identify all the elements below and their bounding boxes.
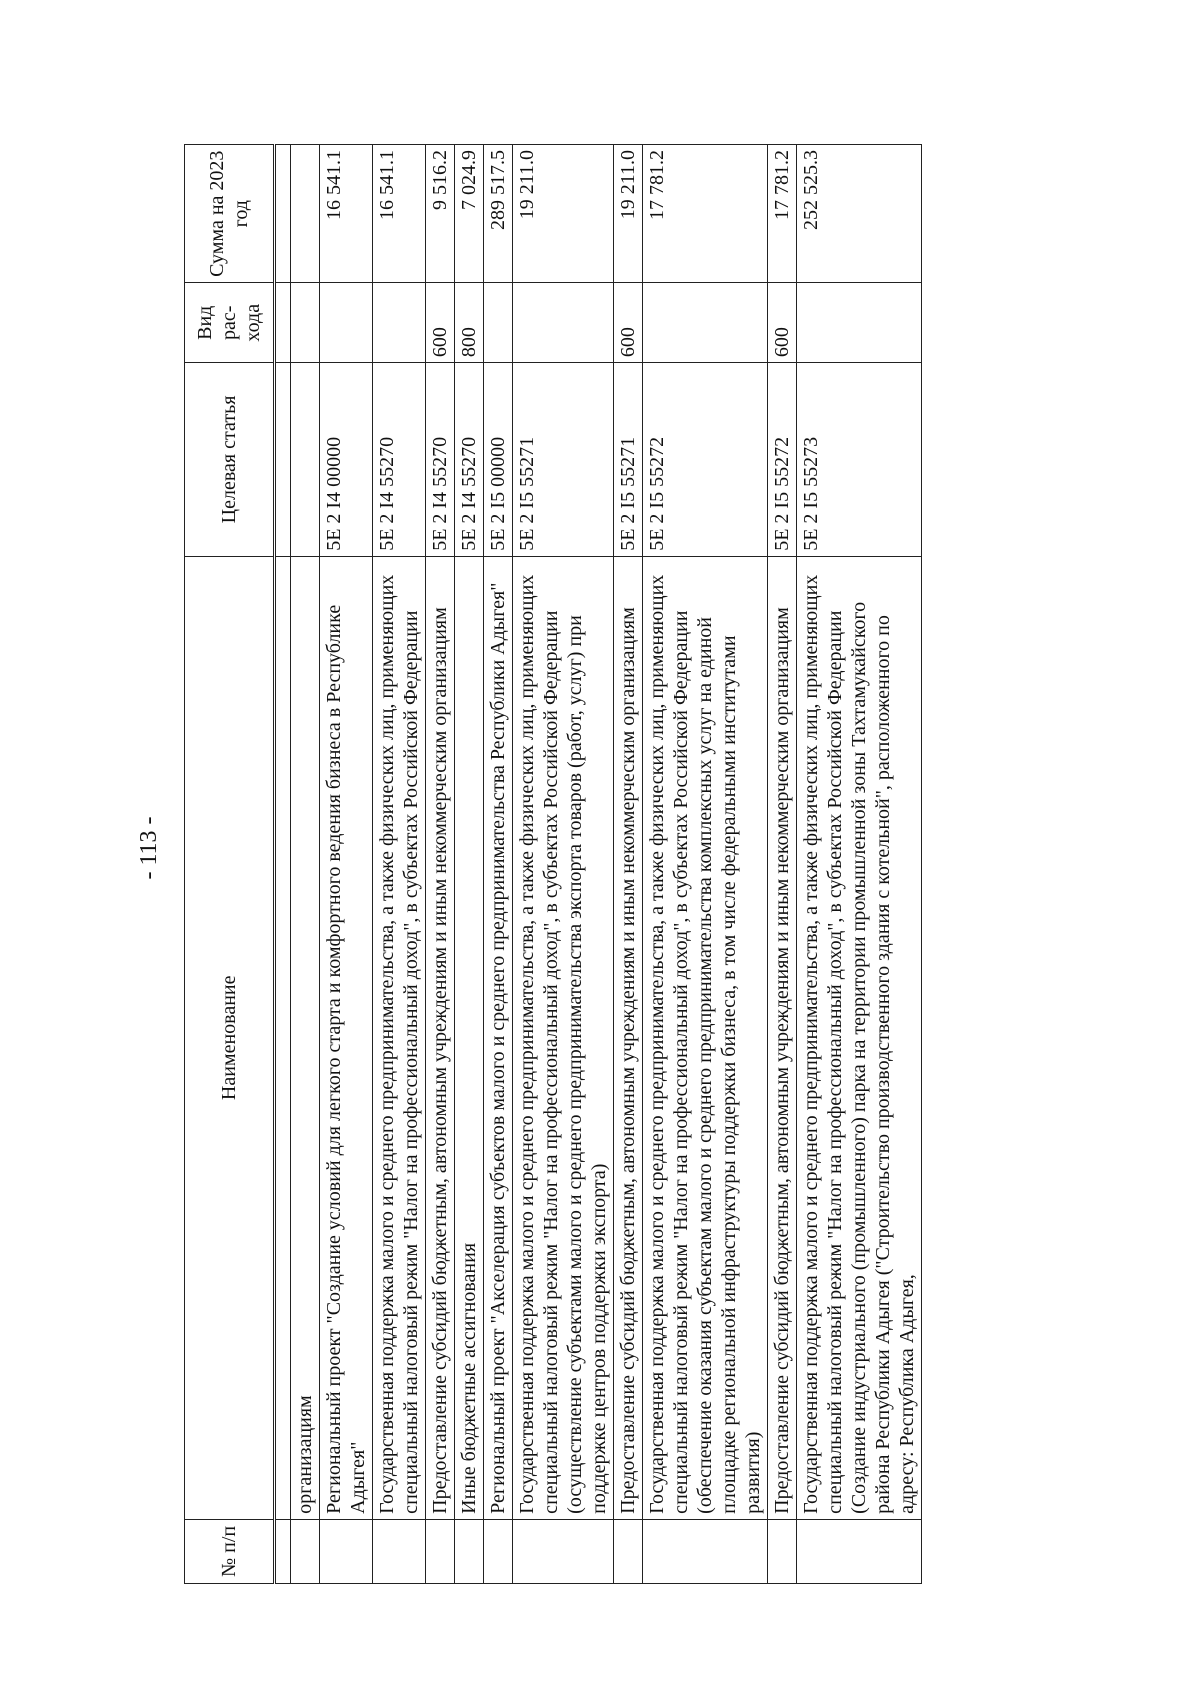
budget-table (184, 144, 922, 1584)
header-code: Целевая статья (185, 363, 275, 557)
cell-sum: 17 781.2 (768, 145, 797, 283)
table-row (455, 145, 484, 1584)
cell-name: организациям (291, 556, 320, 1519)
header-name: Наименование (185, 556, 275, 1519)
cell-name: Иные бюджетные ассигнования (455, 556, 484, 1519)
cell-num (513, 1519, 614, 1583)
cell-sum: 289 517.5 (484, 145, 513, 283)
header-sum: Сумма на 2023 год (185, 145, 275, 283)
cell-sum: 19 211.0 (513, 145, 614, 283)
cell-name: Государственная поддержка малого и среднего предпринимательства, а также физических лиц, применяющих специальный налоговый режим "Налог на профессиональный доход", в субъектах Российской Федерации (осуществление субъектами малого и среднего предпринимательства экспорта товаров (работ, услуг) при поддержке центров поддержки экспорта) (513, 556, 614, 1519)
cell-type: 600 (614, 283, 643, 363)
cell-type (484, 283, 513, 363)
header-type: Вид рас-хода (185, 283, 275, 363)
table-row (320, 145, 373, 1584)
cell-num (373, 1519, 426, 1583)
table-row (426, 145, 455, 1584)
table-row (614, 145, 643, 1584)
table-row (797, 145, 922, 1584)
cell-sum: 7 024.9 (455, 145, 484, 283)
table-row (373, 145, 426, 1584)
cell-name: Государственная поддержка малого и среднего предпринимательства, а также физических лиц, применяющих специальный налоговый режим "Налог на профессиональный доход", в субъектах Российской Федерации (обеспечение оказания субъектам малого и среднего предпринимательства комплексных услуг на единой площадке региональной инфраструктуры поддержки бизнеса, в том числе федеральными институтами развития) (643, 556, 768, 1519)
cell-type (373, 283, 426, 363)
page-number: - 113 - (136, 816, 162, 880)
table-header-row (185, 145, 275, 1584)
cell-num (643, 1519, 768, 1583)
table-row (484, 145, 513, 1584)
cell-num (614, 1519, 643, 1583)
cell-name: Государственная поддержка малого и среднего предпринимательства, а также физических лиц, применяющих специальный налоговый режим "Налог на профессиональный доход", в субъектах Российской Федерации (Создание индустриального (промышленного) парка на территории промышленной зоны Тахтамукайского района Республики Адыгея ("Строительство производственного здания с котельной", расположенного по адресу: Республика Адыгея, (797, 556, 922, 1519)
cell-code: 5Е 2 I5 55271 (513, 363, 614, 557)
cell-num (768, 1519, 797, 1583)
separator-row (275, 145, 291, 1584)
cell-code: 5Е 2 I5 55272 (768, 363, 797, 557)
cell-num (455, 1519, 484, 1583)
header-num: № п/п (185, 1519, 275, 1583)
cell-code: 5Е 2 I4 00000 (320, 363, 373, 557)
cell-code: 5Е 2 I4 55270 (373, 363, 426, 557)
table-row (643, 145, 768, 1584)
cell-sum (291, 145, 320, 283)
cell-name: Региональный проект "Акселерация субъектов малого и среднего предпринимательства Республики Адыгея" (484, 556, 513, 1519)
cell-name: Региональный проект "Создание условий для легкого старта и комфортного ведения бизнеса в Республике Адыгея" (320, 556, 373, 1519)
table-row (291, 145, 320, 1584)
cell-type: 600 (426, 283, 455, 363)
cell-code: 5Е 2 I5 55273 (797, 363, 922, 557)
cell-sum: 17 781.2 (643, 145, 768, 283)
cell-name: Предоставление субсидий бюджетным, автономным учреждениям и иным некоммерческим организациям (768, 556, 797, 1519)
cell-num (484, 1519, 513, 1583)
cell-type: 600 (768, 283, 797, 363)
table-row (513, 145, 614, 1584)
cell-code: 5Е 2 I5 55272 (643, 363, 768, 557)
cell-type (513, 283, 614, 363)
cell-code: 5Е 2 I4 55270 (426, 363, 455, 557)
cell-name: Предоставление субсидий бюджетным, автономным учреждениям и иным некоммерческим организациям (614, 556, 643, 1519)
cell-num (797, 1519, 922, 1583)
cell-name: Государственная поддержка малого и среднего предпринимательства, а также физических лиц, применяющих специальный налоговый режим "Налог на профессиональный доход", в субъектах Российской Федерации (373, 556, 426, 1519)
cell-type (291, 283, 320, 363)
cell-num (291, 1519, 320, 1583)
cell-num (320, 1519, 373, 1583)
cell-sum: 9 516.2 (426, 145, 455, 283)
cell-type (643, 283, 768, 363)
cell-sum: 19 211.0 (614, 145, 643, 283)
cell-sum: 16 541.1 (320, 145, 373, 283)
cell-code: 5Е 2 I5 00000 (484, 363, 513, 557)
cell-sum: 252 525.3 (797, 145, 922, 283)
cell-code (291, 363, 320, 557)
cell-type (797, 283, 922, 363)
table-row (768, 145, 797, 1584)
cell-type: 800 (455, 283, 484, 363)
cell-name: Предоставление субсидий бюджетным, автономным учреждениям и иным некоммерческим организациям (426, 556, 455, 1519)
cell-code: 5Е 2 I4 55270 (455, 363, 484, 557)
rotated-page (130, 78, 1070, 1618)
cell-code: 5Е 2 I5 55271 (614, 363, 643, 557)
cell-type (320, 283, 373, 363)
cell-sum: 16 541.1 (373, 145, 426, 283)
cell-num (426, 1519, 455, 1583)
